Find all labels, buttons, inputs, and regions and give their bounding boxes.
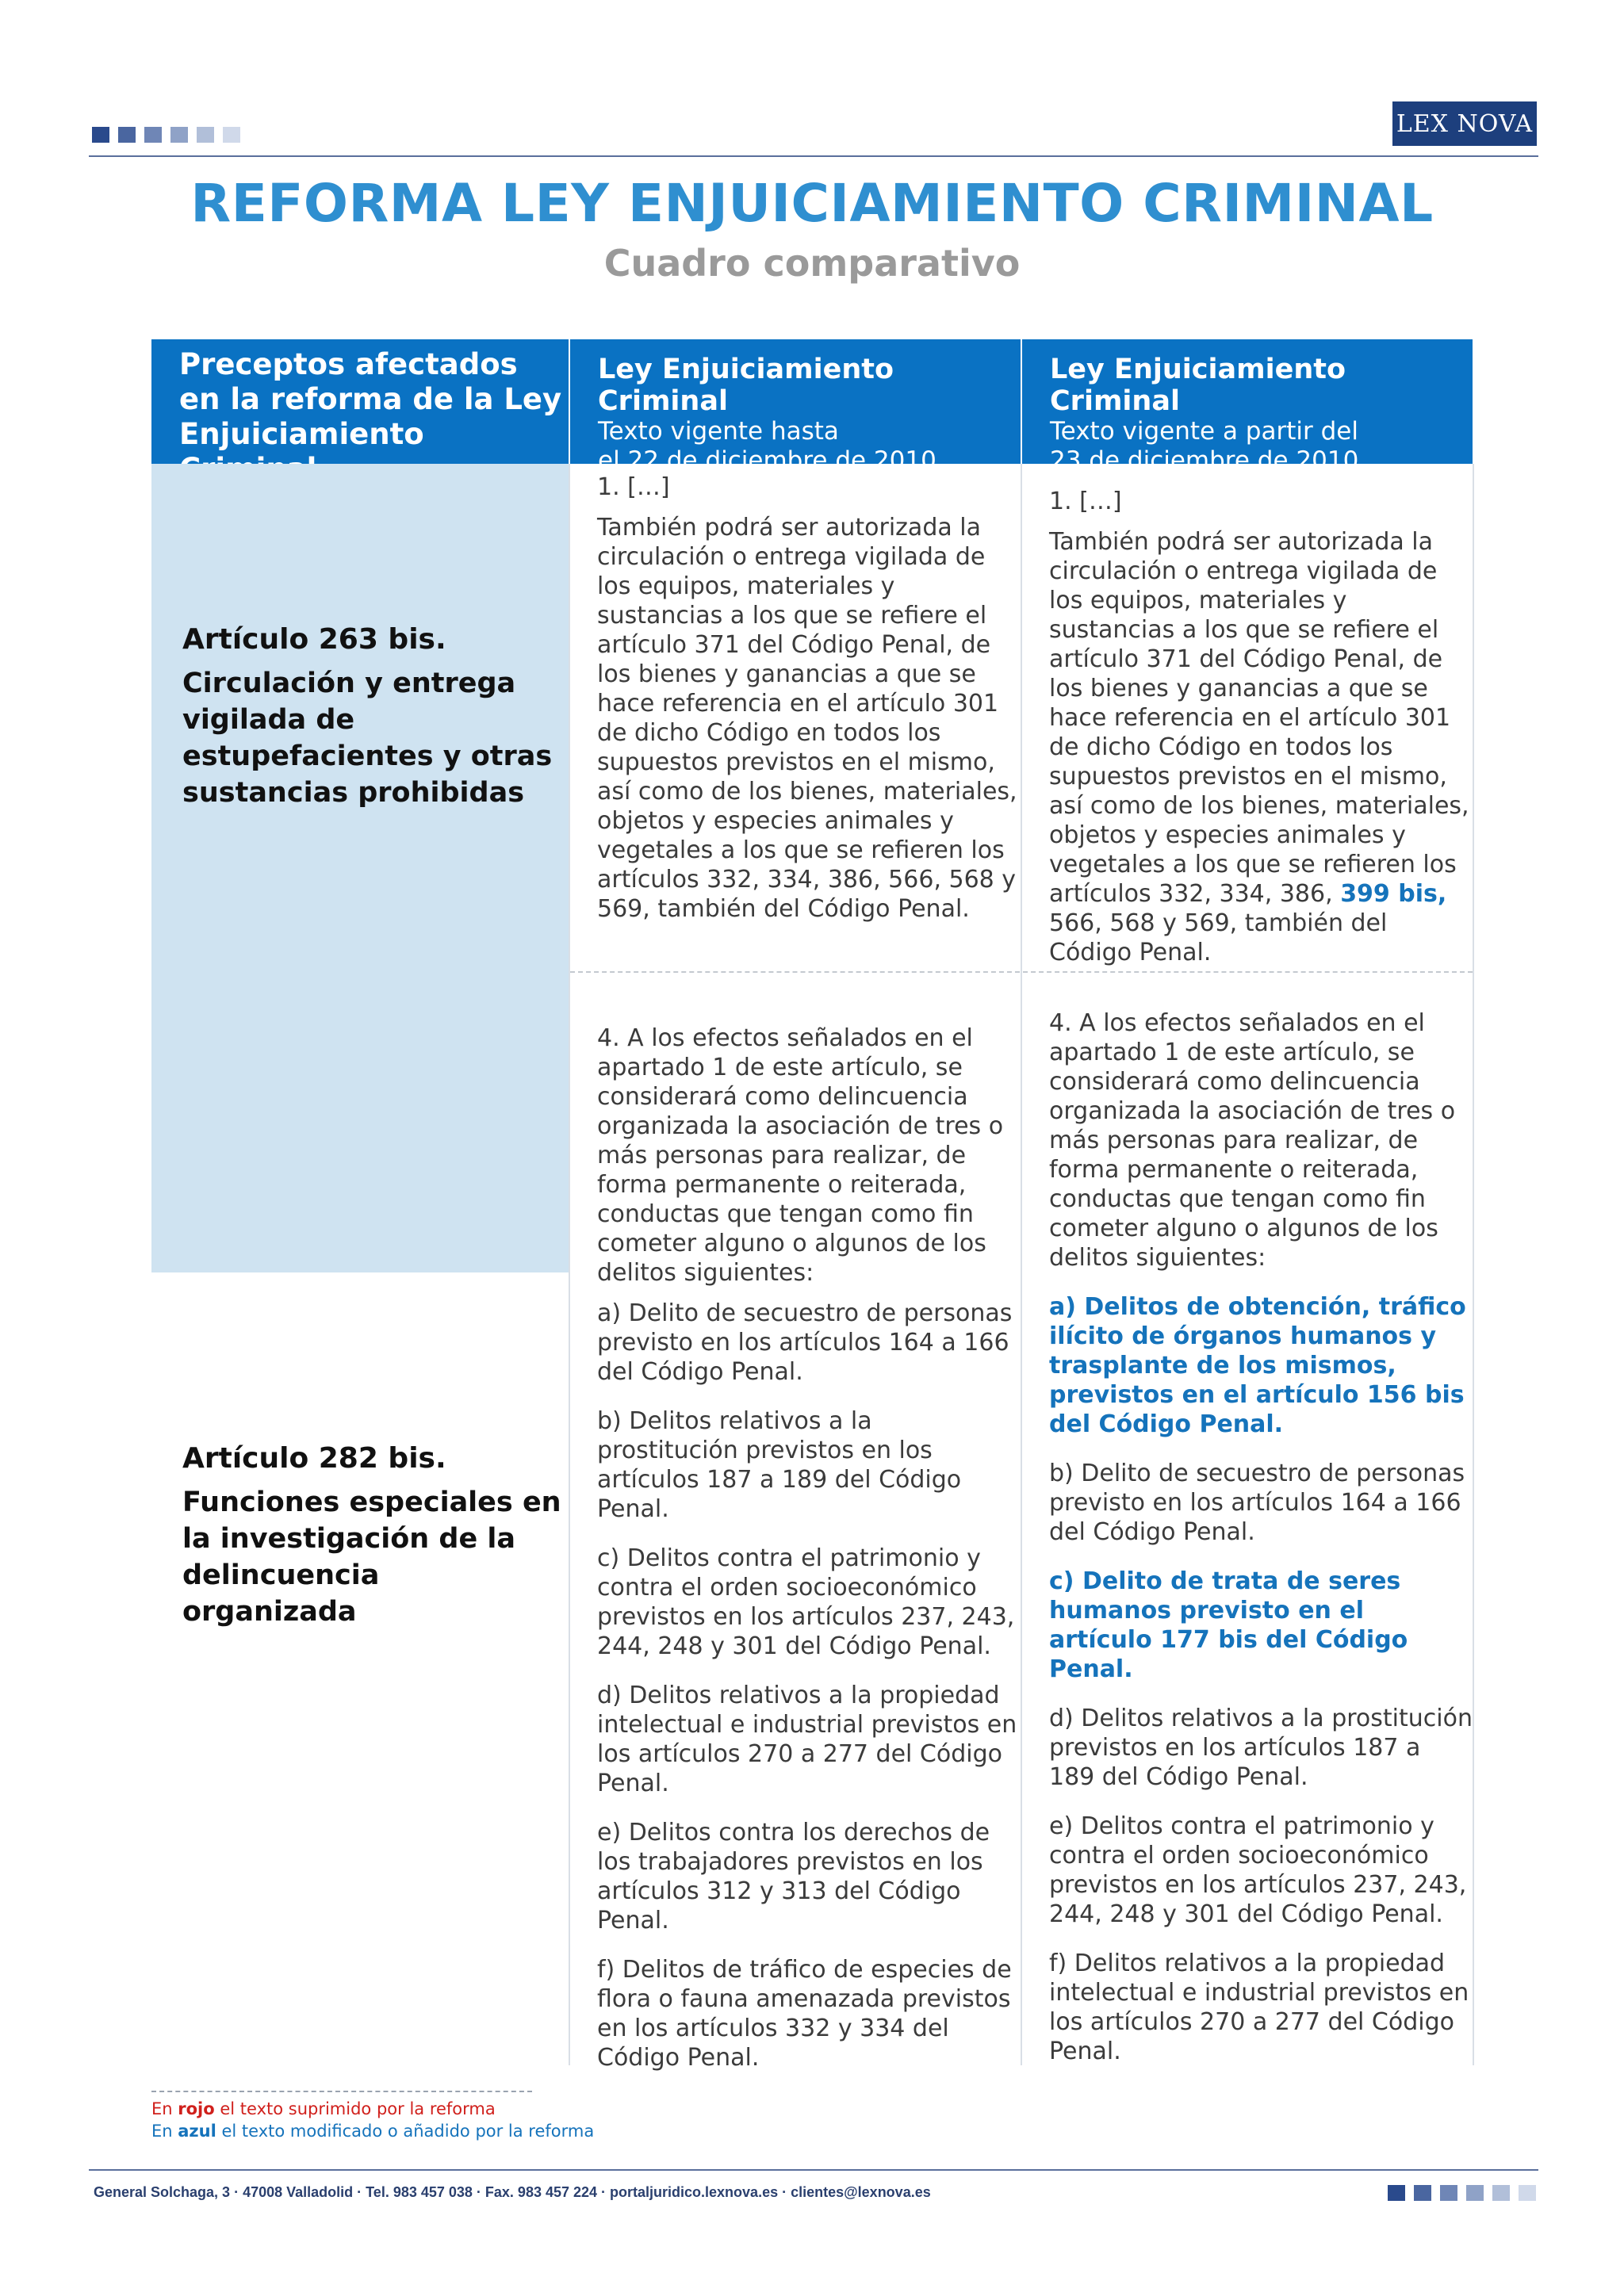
article-description: Circulación y entrega vigilada de estupefacientes y otras sustancias prohibidas (182, 668, 553, 809)
paragraph: 1. […] (597, 473, 670, 501)
old-text-282-bis (597, 1024, 1019, 2092)
decorative-squares (92, 127, 240, 143)
header-line: 23 de diciembre de 2010 (1050, 446, 1359, 475)
new-text-263-bis (1049, 487, 1469, 987)
square-4 (1466, 2185, 1484, 2201)
square-2 (1414, 2185, 1431, 2201)
footer-contact: General Solchaga, 3 · 47008 Valladolid · Tel. 983 457 038 · Fax. 983 457 224 · portaljuridico.lexnova.es · clientes@lexnova.es (94, 2184, 931, 2200)
article-number: Artículo 282 bis. (182, 1442, 446, 1475)
square-1 (1388, 2185, 1405, 2201)
paragraph: También podrá ser autorizada la circulación o entrega vigilada de los equipos, materiales y sustancias a los que se refiere el artículo 371 del Código Penal, de los bienes y ganancias a que se hace referencia en el artículo 301 de dicho Código en todos los supuestos previstos en el mismo, así como de los bienes, materiales, objetos y especies animales y vegetales a los que se refieren los artículos 332, 334, 386, 566, 568 y 569, también del Código Penal. (597, 514, 1017, 923)
header-line: el 22 de diciembre de 2010 (598, 446, 936, 475)
table-header-new-text (1022, 339, 1473, 475)
text-run: 566, 568 y 569, también del Código Penal. (1049, 909, 1388, 966)
paragraph: f) Delitos de tráfico de especies de flora o fauna amenazada previstos en los artículos 332 y 334 del Código Penal. (597, 1956, 1012, 2072)
added-text: 399 bis, (1340, 880, 1447, 908)
square-6 (1519, 2185, 1536, 2201)
paragraph: a) Delito de secuestro de personas previsto en los artículos 164 a 166 del Código Penal. (597, 1299, 1013, 1386)
legend-separator (151, 2091, 532, 2092)
legend-key: azul (178, 2122, 216, 2141)
article-number: Artículo 263 bis. (182, 623, 446, 656)
paragraph: b) Delito de secuestro de personas previsto en los artículos 164 a 166 del Código Penal. (1049, 1460, 1465, 1546)
text-run: También podrá ser autorizada la circulación o entrega vigilada de los equipos, materiales y sustancias a los que se refiere el artículo 371 del Código Penal, de los bienes y ganancias a que se hace referencia en el artículo 301 de dicho Código en todos los supuestos previstos en el mismo, así como de los bienes, materiales, objetos y especies animales y vegetales a los que se refieren los artículos 332, 334, 386, (1049, 528, 1469, 908)
column-divider (569, 464, 570, 2065)
legend-text: En (151, 2099, 178, 2118)
legend-text: el texto modificado o añadido por la reforma (216, 2122, 595, 2141)
header-rule (89, 155, 1538, 157)
legend-text: En (151, 2122, 178, 2141)
paragraph: 4. A los efectos señalados en el apartado 1 de este artículo, se considerará como delincuencia organizada la asociación de tres o más personas para realizar, de forma permanente o reiterada, conductas que tengan como fin cometer alguno o algunos de los delitos siguientes: (597, 1024, 1004, 1287)
paragraph: d) Delitos relativos a la prostitución previstos en los artículos 187 a 189 del Código Penal. (1049, 1705, 1473, 1791)
paragraph: b) Delitos relativos a la prostitución previstos en los artículos 187 a 189 del Código Penal. (597, 1407, 962, 1523)
header-line: Texto vigente hasta (598, 417, 839, 446)
article-263-bis (182, 622, 563, 811)
column-divider (1473, 464, 1474, 2065)
legend-removed (151, 2098, 496, 2120)
added-text: c) Delito de trata de seres humanos previsto en el artículo 177 bis del Código Penal. (1049, 1567, 1408, 1683)
old-text-263-bis (597, 473, 1017, 943)
paragraph: 1. […] (1049, 488, 1122, 515)
added-text: a) Delitos de obtención, tráfico ilícito de órganos humanos y trasplante de los mismos, previstos en el artículo 156 bis del Código Penal. (1049, 1293, 1466, 1438)
preceptos-column (151, 464, 569, 1272)
header-line: Preceptos afectados (179, 347, 518, 381)
header-line: Texto vigente a partir del (1050, 417, 1358, 446)
square-1 (92, 127, 109, 143)
square-5 (197, 127, 214, 143)
header-title: Ley Enjuiciamiento Criminal (1050, 354, 1346, 417)
paragraph: f) Delitos relativos a la propiedad intelectual e industrial previstos en los artículos 270 a 277 del Código Penal. (1049, 1950, 1469, 2065)
paragraph: e) Delitos contra el patrimonio y contra el orden socioeconómico previstos en los artículos 237, 243, 244, 248 y 301 del Código Penal. (1049, 1812, 1467, 1928)
paragraph: 4. A los efectos señalados en el apartado 1 de este artículo, se considerará como delincuencia organizada la asociación de tres o más personas para realizar, de forma permanente o reiterada, conductas que tengan como fin cometer alguno o algunos de los delitos siguientes: (1049, 1009, 1456, 1272)
page-subtitle: Cuadro comparativo (603, 242, 1021, 285)
paragraph: e) Delitos contra los derechos de los trabajadores previstos en los artículos 312 y 313 del Código Penal. (597, 1819, 990, 1934)
square-3 (144, 127, 162, 143)
article-282-bis (182, 1441, 563, 1630)
paragraph (1049, 527, 1469, 967)
legend-added (151, 2120, 594, 2142)
brand-logo: LEX NOVA (1392, 101, 1537, 146)
paragraph: d) Delitos relativos a la propiedad intelectual e industrial previstos en los artículos 270 a 277 del Código Penal. (597, 1682, 1017, 1797)
header-line: en la reforma de la Ley (179, 382, 562, 416)
new-text-282-bis (1049, 1008, 1473, 2086)
header-title: Ley Enjuiciamiento Criminal (598, 354, 894, 417)
legend-key: rojo (178, 2099, 215, 2118)
square-5 (1492, 2185, 1510, 2201)
paragraph: c) Delitos contra el patrimonio y contra el orden socioeconómico previstos en los artículos 237, 243, 244, 248 y 301 del Código Penal. (597, 1544, 1015, 1660)
page-title: REFORMA LEY ENJUICIAMIENTO CRIMINAL (190, 173, 1434, 234)
square-3 (1440, 2185, 1457, 2201)
square-6 (223, 127, 240, 143)
legend-text: el texto suprimido por la reforma (214, 2099, 496, 2118)
table-header-preceptos (151, 339, 569, 464)
footer-rule (89, 2169, 1538, 2171)
header-line: Enjuiciamiento (179, 417, 424, 451)
square-2 (118, 127, 136, 143)
article-description: Funciones especiales en la investigación de la delincuencia organizada (182, 1487, 561, 1628)
table-header-old-text (570, 339, 1021, 475)
column-divider (1021, 464, 1022, 2065)
decorative-squares (1388, 2185, 1536, 2201)
square-4 (170, 127, 188, 143)
